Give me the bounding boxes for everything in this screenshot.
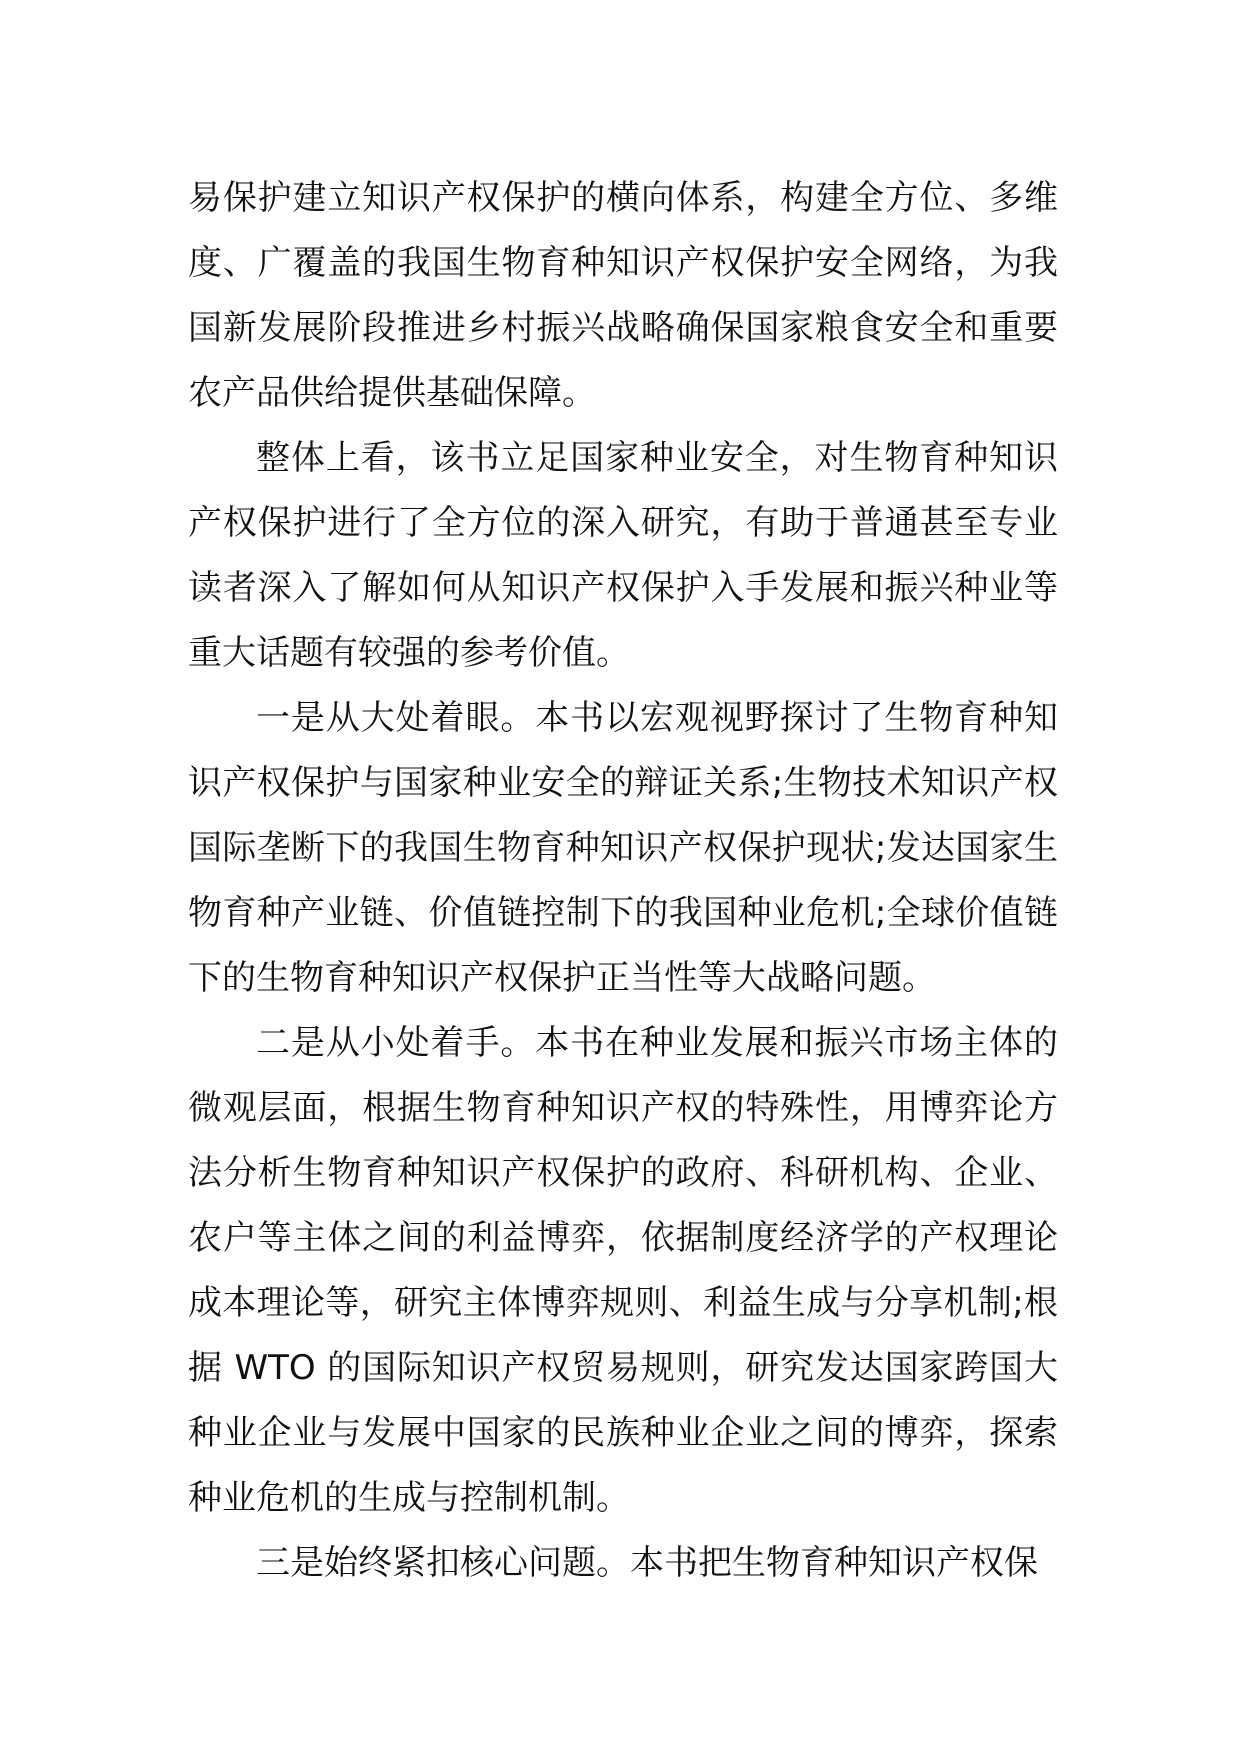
paragraph-1: 易保护建立知识产权保护的横向体系，构建全方位、多维度、广覆盖的我国生物育种知识产权保护安全网络，为我国新发展阶段推进乡村振兴战略确保国家粮食安全和重要农产品供给提供基础保障。 [188, 178, 1058, 413]
paragraph-4: 二是从小处着手。本书在种业发展和振兴市场主体的微观层面，根据生物育种知识产权的特殊性，用博弈论方法分析生物育种知识产权保护的政府、科研机构、企业、农户等主体之间的利益博弈，依据制度经济学的产权理论成本理论等，研究主体博弈规则、利益生成与分享机制;根据 WTO 的国际知识产权贸易规则，研究发达国家跨国大种业企业与发展中国家的民族种业企业之间的博弈，探索种业危机的生成与控制机制。 [188, 1023, 1058, 1518]
paragraph-5: 三是始终紧扣核心问题。本书把生物育种知识产权保 [256, 1543, 1038, 1583]
paragraph-2: 整体上看，该书立足国家种业安全，对生物育种知识产权保护进行了全方位的深入研究，有助于普通甚至专业读者深入了解如何从知识产权保护入手发展和振兴种业等重大话题有较强的参考价值。 [188, 438, 1058, 673]
paragraph-3: 一是从大处着眼。本书以宏观视野探讨了生物育种知识产权保护与国家种业安全的辩证关系;生物技术知识产权国际垄断下的我国生物育种知识产权保护现状;发达国家生物育种产业链、价值链控制下的我国种业危机;全球价值链下的生物育种知识产权保护正当性等大战略问题。 [188, 698, 1058, 998]
document-body [188, 166, 1058, 1596]
